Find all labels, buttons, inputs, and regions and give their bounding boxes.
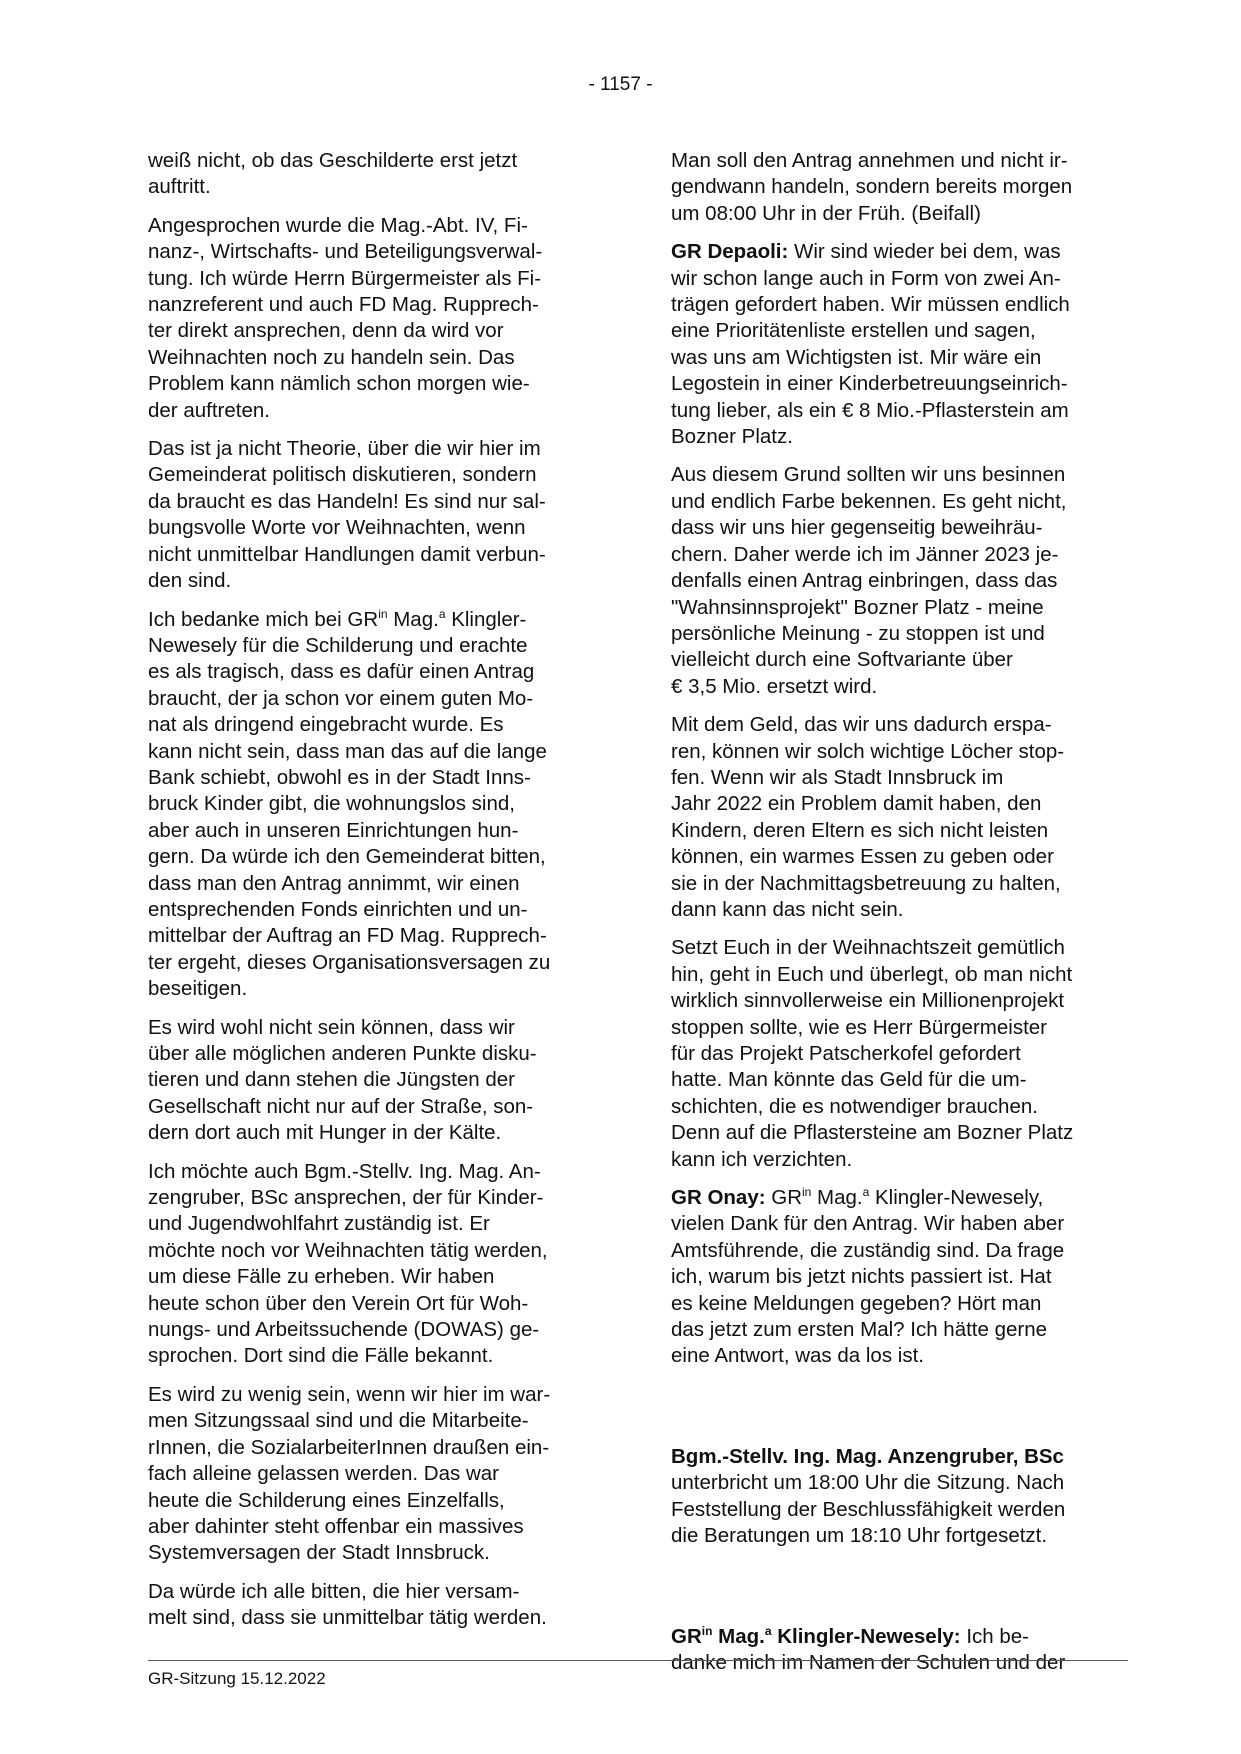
speaker-name: Bgm.-Stellv. Ing. Mag. Anzengruber, BSc — [671, 1444, 1064, 1468]
spacer — [671, 1382, 1133, 1444]
text-line: Aus diesem Grund sollten wir uns besinnen — [671, 463, 1066, 487]
text-line: ich, warum bis jetzt nichts passiert ist. Hat — [671, 1265, 1052, 1289]
spacer — [671, 1562, 1133, 1624]
paragraph — [148, 1382, 604, 1567]
text-line: trägen gefordert haben. Wir müssen endlich — [671, 293, 1070, 317]
text-line: melt sind, dass sie unmittelbar tätig werden. — [148, 1606, 547, 1630]
paragraph — [148, 436, 604, 594]
text-line: nat als dringend eingebracht wurde. Es — [148, 713, 504, 737]
text-line: nungs- und Arbeitssuchende (DOWAS) ge- — [148, 1318, 540, 1342]
text-line: Mit dem Geld, das wir uns dadurch erspa- — [671, 713, 1052, 737]
text-line: um 08:00 Uhr in der Früh. (Beifall) — [671, 201, 981, 225]
text-line: unterbricht um 18:00 Uhr die Sitzung. Nach — [671, 1471, 1065, 1495]
text-line: nanz-, Wirtschafts- und Beteiligungsverwal- — [148, 240, 543, 264]
text-line: kann nicht sein, dass man das auf die lange — [148, 739, 547, 763]
text-line: chern. Daher werde ich im Jänner 2023 je- — [671, 542, 1059, 566]
text-line: gendwann handeln, sondern bereits morgen — [671, 175, 1073, 199]
text-line — [148, 607, 604, 633]
text-line: vielleicht durch eine Softvariante über — [671, 648, 1013, 672]
text-line: tung lieber, als ein € 8 Mio.-Pflasterstein am — [671, 398, 1069, 422]
text-line: es keine Meldungen gegeben? Hört man — [671, 1291, 1042, 1315]
text-line: sie in der Nachmittagsbetreuung zu halten, — [671, 871, 1061, 895]
superscript: a — [862, 1185, 870, 1200]
text-line: der auftreten. — [148, 398, 270, 422]
text-line: hatte. Man könnte das Geld für die um- — [671, 1068, 1027, 1092]
text-line: Denn auf die Pflastersteine am Bozner Platz — [671, 1121, 1074, 1145]
text-line: auftritt. — [148, 175, 211, 199]
text-line: Es wird wohl nicht sein können, dass wir — [148, 1015, 515, 1039]
paragraph — [148, 213, 604, 424]
text-line: aber dahinter steht offenbar ein massives — [148, 1514, 524, 1538]
text-line: mittelbar der Auftrag an FD Mag. Rupprech- — [148, 924, 547, 948]
text-line: wirklich sinnvollerweise ein Millionenprojekt — [671, 989, 1065, 1013]
text-line: ter ergeht, dieses Organisationsversagen zu — [148, 950, 551, 974]
text-line: "Wahnsinnsprojekt" Bozner Platz - meine — [671, 595, 1044, 619]
text-run: Wir sind wieder bei dem, was — [788, 240, 1061, 264]
text-run: Klingler- — [445, 607, 527, 631]
text-line: Legostein in einer Kinderbetreuungseinrich- — [671, 372, 1068, 396]
text-line: nicht unmittelbar Handlungen damit verbun- — [148, 542, 546, 566]
left-column — [148, 148, 604, 1644]
text-line: dann kann das nicht sein. — [671, 897, 904, 921]
text-line: weiß nicht, ob das Geschilderte erst jetzt — [148, 149, 518, 172]
text-line — [671, 1624, 1133, 1650]
text-line: kann ich verzichten. — [671, 1147, 853, 1171]
page-number: - 1157 - — [588, 74, 653, 95]
speaker-name: GR Onay: — [671, 1186, 766, 1210]
paragraph — [671, 712, 1133, 923]
text-line: Weihnachten noch zu handeln sein. Das — [148, 345, 515, 369]
text-line: was uns am Wichtigsten ist. Mir wäre ein — [671, 345, 1042, 369]
text-line: wir schon lange auch in Form von zwei An- — [671, 266, 1061, 290]
text-line: gern. Da würde ich den Gemeinderat bitten, — [148, 845, 546, 869]
paragraph — [148, 1015, 604, 1147]
text-line: ren, können wir solch wichtige Löcher stop- — [671, 739, 1065, 763]
text-line: braucht, der ja schon vor einem guten Mo- — [148, 686, 534, 710]
text-run: Mag. — [387, 607, 439, 631]
text-line: aber auch in unseren Einrichtungen hun- — [148, 818, 519, 842]
text-run: Ich bedanke mich bei GR — [148, 607, 379, 631]
text-run: Mag. — [712, 1624, 765, 1648]
text-line: da braucht es das Handeln! Es sind nur sal- — [148, 489, 546, 513]
text-line: beseitigen. — [148, 977, 248, 1001]
paragraph — [671, 1444, 1133, 1550]
text-line: Setzt Euch in der Weihnachtszeit gemütlich — [671, 936, 1065, 960]
text-line: Kindern, deren Eltern es sich nicht leisten — [671, 818, 1049, 842]
paragraph — [671, 935, 1133, 1173]
text-line: die Beratungen um 18:10 Uhr fortgesetzt. — [671, 1524, 1048, 1548]
text-line: heute die Schilderung eines Einzelfalls, — [148, 1488, 505, 1512]
paragraph — [148, 148, 604, 201]
text-line: eine Prioritätenliste erstellen und sagen, — [671, 319, 1036, 343]
text-run: Klingler-Newesely, — [869, 1186, 1044, 1210]
superscript: in — [802, 1185, 812, 1200]
text-line: dern dort auch mit Hunger in der Kälte. — [148, 1121, 502, 1145]
text-line: Gesellschaft nicht nur auf der Straße, son- — [148, 1094, 534, 1118]
text-line: tieren und dann stehen die Jüngsten der — [148, 1068, 515, 1092]
text-line: nanzreferent und auch FD Mag. Rupprech- — [148, 293, 539, 317]
text-line: es als tragisch, dass es dafür einen Antrag — [148, 660, 535, 684]
superscript: a — [438, 606, 446, 621]
text-line: Man soll den Antrag annehmen und nicht ir- — [671, 149, 1068, 172]
text-line: dass man den Antrag annimmt, wir einen — [148, 871, 520, 895]
superscript: in — [378, 606, 388, 621]
text-line: Angesprochen wurde die Mag.-Abt. IV, Fi- — [148, 213, 528, 237]
text-line: Ich möchte auch Bgm.-Stellv. Ing. Mag. An- — [148, 1159, 541, 1183]
text-line: Bozner Platz. — [671, 425, 793, 449]
text-line: Systemversagen der Stadt Innsbruck. — [148, 1541, 490, 1565]
text-line: Es wird zu wenig sein, wenn wir hier im war- — [148, 1382, 551, 1406]
text-line: Newesely für die Schilderung und erachte — [148, 633, 528, 657]
text-line: fen. Wenn wir als Stadt Innsbruck im — [671, 765, 1004, 789]
paragraph — [671, 1185, 1133, 1370]
text-line: Das ist ja nicht Theorie, über die wir hier im — [148, 437, 541, 461]
text-line: zengruber, BSc ansprechen, der für Kinder- — [148, 1186, 544, 1210]
text-line: können, ein warmes Essen zu geben oder — [671, 845, 1054, 869]
text-line: bungsvolle Worte vor Weihnachten, wenn — [148, 516, 526, 540]
superscript: a — [764, 1623, 772, 1638]
text-run: Klingler-Newesely: — [771, 1624, 961, 1648]
text-run: GR — [765, 1186, 802, 1210]
superscript: in — [701, 1623, 713, 1638]
text-line: um diese Fälle zu erheben. Wir haben — [148, 1265, 495, 1289]
text-line: hin, geht in Euch und überlegt, ob man nicht — [671, 962, 1073, 986]
text-line: tung. Ich würde Herrn Bürgermeister als Fi- — [148, 266, 542, 290]
paragraph — [148, 1159, 604, 1370]
text-run: GR — [671, 1624, 702, 1648]
text-line: eine Antwort, was da los ist. — [671, 1344, 924, 1368]
text-line: Feststellung der Beschlussfähigkeit werden — [671, 1497, 1066, 1521]
text-line: Gemeinderat politisch diskutieren, sondern — [148, 463, 537, 487]
text-line: rInnen, die SozialarbeiterInnen draußen ein- — [148, 1435, 550, 1459]
text-line: danke mich im Namen der Schulen und der — [671, 1650, 1066, 1674]
text-line: Bank schiebt, obwohl es in der Stadt Inns- — [148, 765, 531, 789]
paragraph — [671, 462, 1133, 700]
text-line: Amtsführende, die zuständig sind. Da frage — [671, 1238, 1065, 1262]
text-line: und Jugendwohlfahrt zuständig ist. Er — [148, 1212, 490, 1236]
text-line: über alle möglichen anderen Punkte disku- — [148, 1042, 537, 1065]
speaker-name — [671, 1625, 961, 1648]
text-line: möchte noch vor Weihnachten tätig werden, — [148, 1238, 548, 1262]
text-line: den sind. — [148, 569, 232, 593]
text-line: dass wir uns hier gegenseitig beweihräu- — [671, 516, 1043, 540]
footer-session-date: GR-Sitzung 15.12.2022 — [148, 1669, 326, 1688]
text-line: ter direkt ansprechen, denn da wird vor — [148, 319, 504, 343]
text-line — [671, 239, 1133, 265]
text-line — [671, 1185, 1133, 1211]
paragraph — [671, 148, 1133, 227]
text-line: heute schon über den Verein Ort für Woh- — [148, 1291, 529, 1315]
text-line: vielen Dank für den Antrag. Wir haben aber — [671, 1212, 1065, 1236]
speaker-name: GR Depaoli: — [671, 240, 789, 264]
text-line: schichten, die es notwendiger brauchen. — [671, 1094, 1038, 1118]
text-line: men Sitzungssaal sind und die Mitarbeite- — [148, 1409, 529, 1433]
text-line: bruck Kinder gibt, die wohnungslos sind, — [148, 792, 515, 816]
text-run: Mag. — [811, 1186, 863, 1210]
text-line: denfalls einen Antrag einbringen, dass das — [671, 569, 1058, 593]
text-run: Ich be- — [960, 1624, 1030, 1648]
text-line: € 3,5 Mio. ersetzt wird. — [671, 674, 878, 698]
text-line: für das Projekt Patscherkofel gefordert — [671, 1042, 1021, 1065]
text-line: und endlich Farbe bekennen. Es geht nicht, — [671, 489, 1067, 513]
text-line: Da würde ich alle bitten, die hier versam- — [148, 1579, 520, 1603]
paragraph — [671, 1624, 1133, 1677]
text-line: das jetzt zum ersten Mal? Ich hätte gerne — [671, 1318, 1048, 1342]
text-line: persönliche Meinung - zu stoppen ist und — [671, 621, 1045, 645]
text-line: entsprechenden Fonds einrichten und un- — [148, 897, 528, 921]
footer-divider — [148, 1660, 1128, 1661]
paragraph — [671, 239, 1133, 450]
right-column — [671, 148, 1133, 1688]
text-line: sprochen. Dort sind die Fälle bekannt. — [148, 1344, 494, 1368]
text-line: Jahr 2022 ein Problem damit haben, den — [671, 792, 1042, 816]
text-line: stoppen sollte, wie es Herr Bürgermeister — [671, 1015, 1047, 1039]
paragraph — [148, 607, 604, 1003]
paragraph — [148, 1579, 604, 1632]
text-line: Problem kann nämlich schon morgen wie- — [148, 372, 530, 396]
text-line: fach alleine gelassen werden. Das war — [148, 1462, 499, 1486]
